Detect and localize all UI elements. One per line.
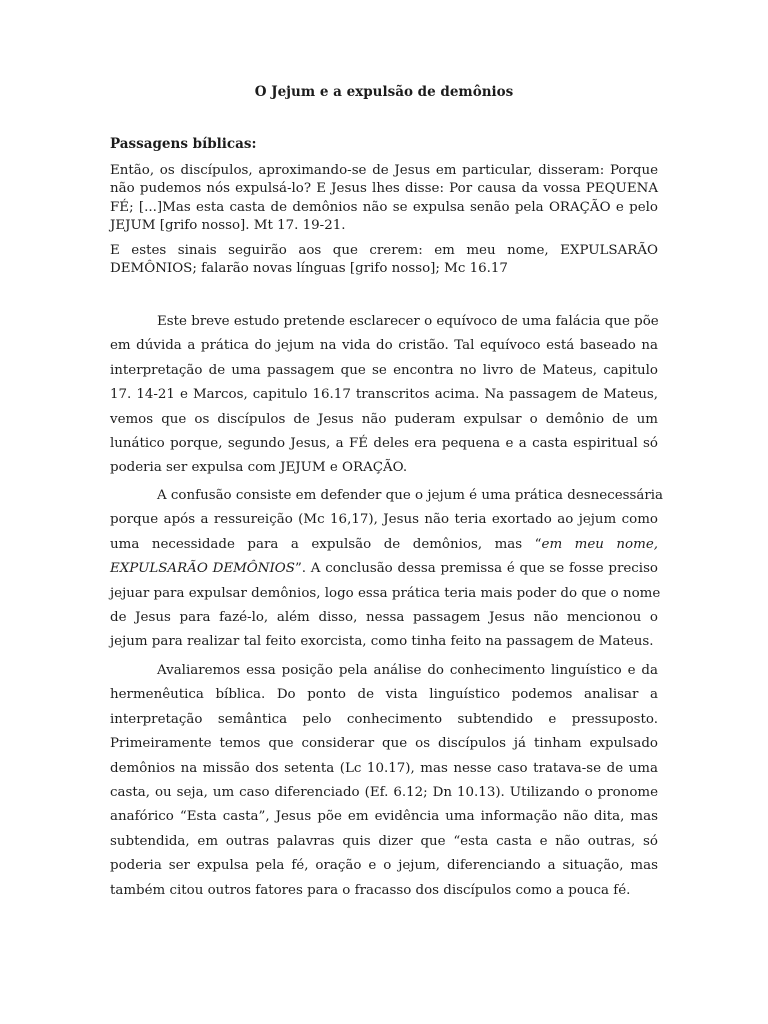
paragraph-line: vemos que os discípulos de Jesus não puderam expulsar o demônio de um bbox=[110, 411, 658, 427]
paragraph-line: demônios na missão dos setenta (Lc 10.17), mas nesse caso tratava-se de uma bbox=[110, 760, 658, 776]
paragraph-line: casta, ou seja, um caso diferenciado (Ef. 6.12; Dn 10.13). Utilizando o pronome bbox=[110, 785, 658, 801]
paragraph-3 bbox=[110, 659, 658, 903]
paragraph-line: hermenêutica bíblica. Do ponto de vista linguístico podemos analisar a bbox=[110, 687, 658, 703]
paragraph-line: Este breve estudo pretende esclarecer o equívoco de uma falácia que põe bbox=[157, 314, 659, 329]
paragraph-line: poderia ser expulsa pela fé, oração e o jejum, diferenciando a situação, mas bbox=[110, 858, 658, 874]
paragraph-line: em dúvida a prática do jejum na vida do cristão. Tal equívoco está baseado na bbox=[110, 338, 658, 354]
paragraph-line bbox=[110, 533, 658, 557]
paragraph-line: Primeiramente temos que considerar que os discípulos já tinham expulsado bbox=[110, 736, 658, 752]
italic-quote: em meu nome, bbox=[541, 536, 658, 552]
paragraph-line: A confusão consiste em defender que o jejum é uma prática desnecessária bbox=[157, 488, 664, 503]
paragraph-line: Avaliaremos essa posição pela análise do conhecimento linguístico e da bbox=[157, 663, 658, 678]
paragraph-line: lunático porque, segundo Jesus, a FÉ deles era pequena e a casta espiritual só bbox=[110, 436, 658, 452]
document-title: O Jejum e a expulsão de demônios bbox=[254, 84, 514, 100]
paragraph-line bbox=[110, 557, 658, 581]
paragraph-2 bbox=[110, 484, 664, 655]
paragraph-line: interpretação semântica pelo conhecimento subtendido e pressuposto. bbox=[110, 711, 658, 727]
bible-quote-mark: E estes sinais seguirão aos que crerem: em meu nome, EXPULSARÃO DEMÔNIOS; falarão novas línguas [grifo nosso]; Mc 16.17 bbox=[110, 243, 658, 277]
paragraph-line: também citou outros fatores para o fracasso dos discípulos como a pouca fé. bbox=[110, 882, 631, 898]
paragraph-line: subtendida, em outras palavras quis dizer que “esta casta e não outras, só bbox=[110, 833, 658, 849]
paragraph-text: ”. A conclusão dessa premissa é que se fosse preciso bbox=[294, 561, 658, 577]
bible-quote-matthew: Então, os discípulos, aproximando-se de Jesus em particular, disseram: Porque não pudemos nós expulsá-lo? E Jesus lhes disse: Por causa da vossa PEQUENA FÉ; [...]Mas esta casta de demônios não se expulsa senão pela ORAÇÃO e pelo JEJUM [grifo nosso]. Mt 17. 19-21. bbox=[110, 163, 658, 233]
section-heading: Passagens bíblicas: bbox=[110, 136, 257, 152]
paragraph-line: porque após a ressureição (Mc 16,17), Jesus não teria exortado ao jejum como bbox=[110, 512, 658, 528]
paragraph-line: interpretação de uma passagem que se encontra no livro de Mateus, capitulo bbox=[110, 362, 658, 378]
paragraph-line: 17. 14-21 e Marcos, capitulo 16.17 transcritos acima. Na passagem de Mateus, bbox=[110, 387, 658, 403]
paragraph-1 bbox=[110, 310, 658, 481]
paragraph-line: poderia ser expulsa com JEJUM e ORAÇÃO. bbox=[110, 460, 408, 476]
paragraph-line: jejuar para expulsar demônios, logo essa prática teria mais poder do que o nome bbox=[110, 585, 661, 601]
paragraph-line: jejum para realizar tal feito exorcista, como tinha feito na passagem de Mateus. bbox=[110, 634, 654, 650]
paragraph-text: uma necessidade para a expulsão de demônios, mas “ bbox=[110, 536, 542, 552]
paragraph-line: de Jesus para fazé-lo, além disso, nessa passagem Jesus não mencionou o bbox=[110, 610, 658, 626]
italic-quote: EXPULSARÃO DEMÔNIOS bbox=[110, 561, 295, 577]
paragraph-line: anafórico “Esta casta”, Jesus põe em evidência uma informação não dita, mas bbox=[110, 809, 658, 825]
